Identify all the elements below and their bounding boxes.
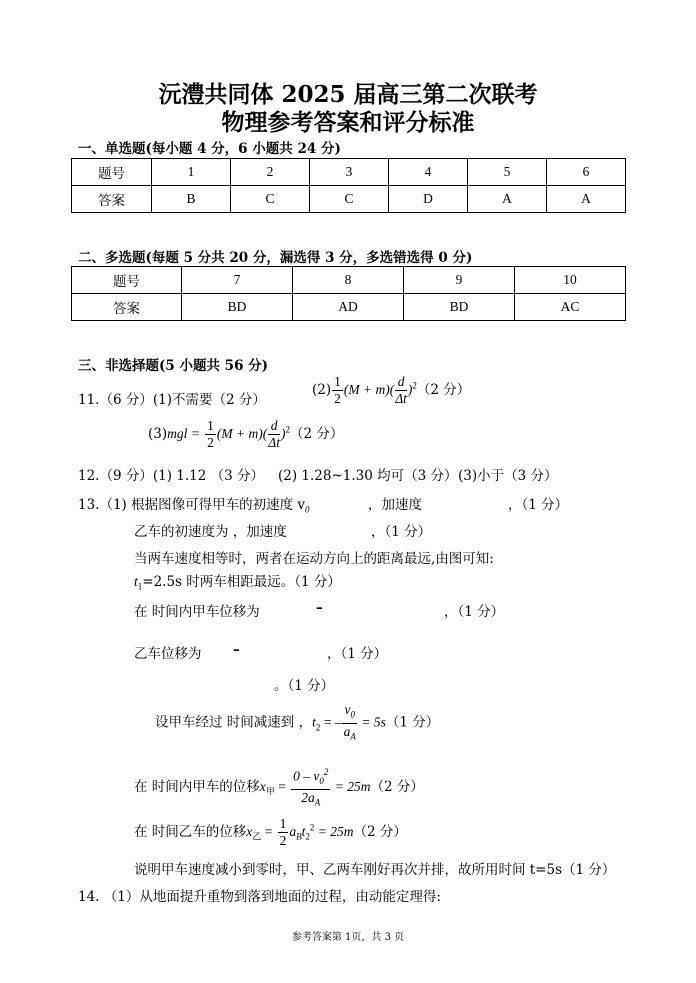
q13-line6a: 乙车位移为 (134, 646, 202, 662)
answer-cell: C (231, 186, 310, 213)
single-choice-answer-table (71, 158, 626, 213)
score-note: （2 分） (370, 778, 424, 795)
section1-heading: 一、单选题(每小题 4 分，6 小题共 24 分) (78, 141, 341, 157)
q13-line11: 说明甲车速度减小到零时，甲、乙两车刚好再次并排，故所用时间 t=5s（1 分） (134, 862, 616, 878)
question-number: 5 (468, 159, 547, 186)
question-number: 9 (404, 267, 515, 294)
section3-heading: 三、非选择题(5 小题共 56 分) (78, 358, 269, 374)
q12-part1: 12.（9 分）(1) 1.12 （3 分） (78, 468, 264, 484)
question-number: 2 (231, 159, 310, 186)
q11-part1: 11.（6 分）(1)不需要（2 分） (78, 392, 266, 408)
q13-line3: 当两车速度相等时，两者在运动方向上的距离最远,由图可知: (134, 551, 494, 567)
q13-line4: $t_1=2.5s$ 时两车相距最远。（1 分） (134, 574, 341, 592)
answer-cell: BD (182, 294, 293, 321)
table-row (72, 267, 626, 294)
q13-line7: 。（1 分） (274, 678, 335, 694)
q13-line9: 在 时间内甲车的位移$x_甲$ = $\frac{0 - v_0^2}{2a_A}$ = 25m（2 分） (134, 764, 424, 811)
question-number: 1 (152, 159, 231, 186)
score-note: （1 分） (385, 714, 440, 731)
table-row (72, 294, 626, 321)
score-note: （2 分） (353, 824, 407, 840)
table-row (72, 159, 626, 186)
answer-cell: AD (293, 294, 404, 321)
section2-heading: 二、多选题(每题 5 分共 20 分，漏选得 3 分，多选错选得 0 分) (78, 250, 473, 266)
question-number: 3 (310, 159, 389, 186)
answer-label: 答案 (72, 294, 182, 321)
answer-cell: C (310, 186, 389, 213)
table-row (72, 186, 626, 213)
q12-part2: (2) 1.28~1.30 均可（3 分） (278, 468, 458, 484)
q13-line6-dash: – (233, 642, 240, 658)
q13-line5-dash: – (316, 600, 323, 616)
q13-line2a: 乙车的初速度为 ，加速度 (134, 524, 287, 540)
q13-line2b: ，（1 分） (371, 524, 432, 540)
score-note: （2 分） (416, 382, 471, 398)
q13-line6b: ，（1 分） (327, 646, 388, 662)
question-number: 6 (547, 159, 626, 186)
question-number: 7 (182, 267, 293, 294)
q11-part3-formula: (3)mgl = $\frac{1}{2}$ (M + m)( $\frac{d}{\Delta t}$ )$^2$（2 分） (148, 418, 344, 450)
question-number: 10 (515, 267, 626, 294)
answer-cell: AC (515, 294, 626, 321)
answer-cell: B (152, 186, 231, 213)
document-title-line1: 沅澧共同体 2025 届高三第二次联考 (158, 81, 538, 108)
multi-choice-answer-table (71, 266, 626, 321)
answer-cell: D (389, 186, 468, 213)
answer-label: 答案 (72, 186, 152, 213)
question-number-label: 题号 (72, 159, 152, 186)
q13-line10: 在 时间乙车的位移$x_乙$ = $\frac{1}{2}$ $a_Bt_2^2 = 25m(2$ 分） (134, 816, 407, 848)
question-number-label: 题号 (72, 267, 182, 294)
q12-part3: (3)小于（3 分） (458, 468, 558, 484)
q13-line1c: ，（1 分） (508, 497, 569, 513)
question-number: 4 (389, 159, 468, 186)
q13-line5b: ，（1 分） (444, 604, 505, 620)
q11-part2-formula: (2) $\frac{1}{2}$ (M + m)( $\frac{d}{\Delta t}$ )$^2$（2 分） (312, 374, 471, 406)
answer-cell: A (468, 186, 547, 213)
page-footer: 参考答案第 1页，共 3 页 (291, 932, 405, 943)
score-note: （2 分） (289, 426, 344, 442)
q13-line8: 设甲车经过 时间减速到 ，$t_2$ = – $\frac{v_0}{a_A}$ = 5s（1 分） (155, 702, 440, 742)
q13-line1a: 13.（1) 根据图像可得甲车的初速度 $v_0$ (78, 497, 310, 515)
q13-line5a: 在 时间内甲车位移为 (134, 604, 260, 620)
q13-line1b: ，加速度 (368, 497, 422, 513)
question-number: 8 (293, 267, 404, 294)
answer-cell: A (547, 186, 626, 213)
document-title-line2: 物理参考答案和评分标准 (221, 109, 475, 136)
answer-cell: BD (404, 294, 515, 321)
q14-line1: 14. （1）从地面提升重物到落到地面的过程，由动能定理得: (78, 889, 441, 905)
